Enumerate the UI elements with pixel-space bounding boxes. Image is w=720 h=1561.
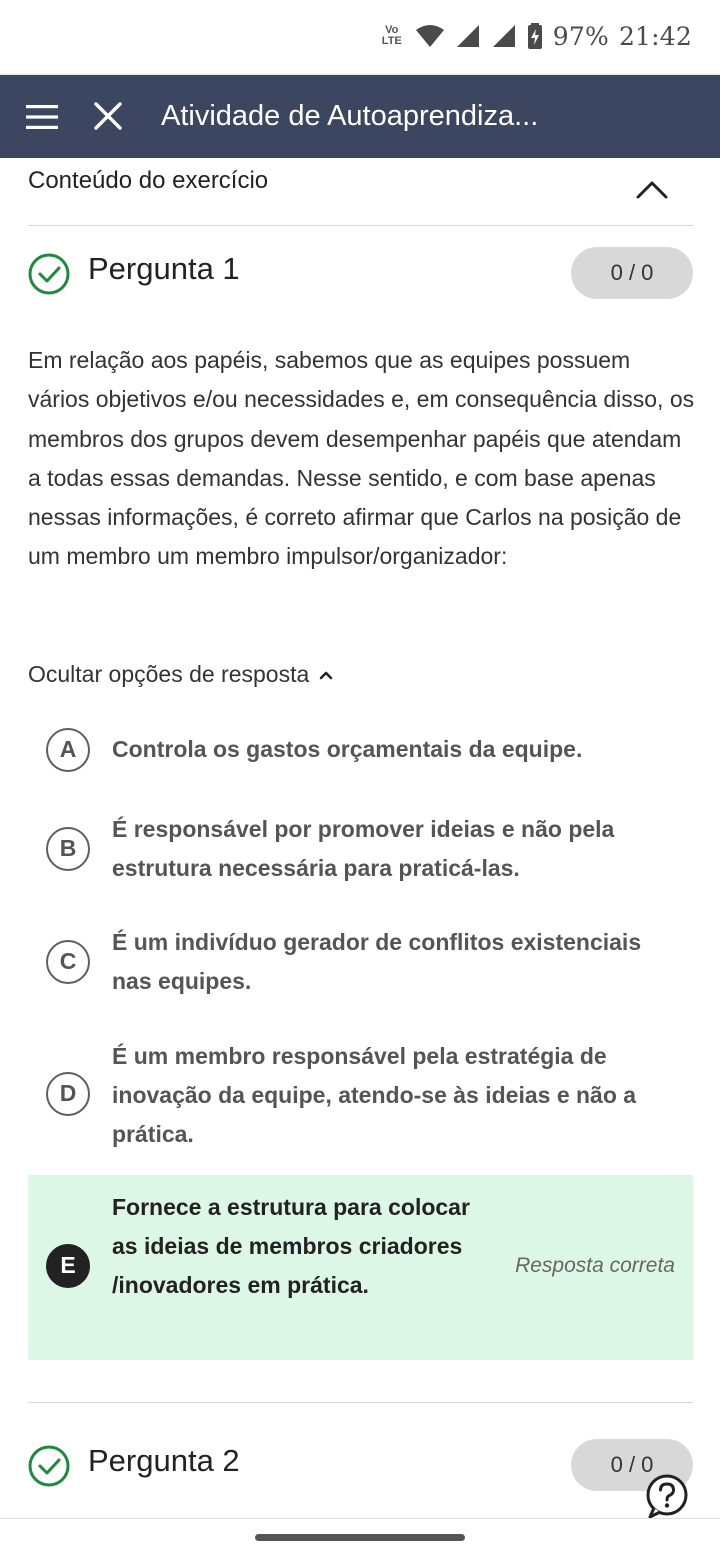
- chevron-up-icon[interactable]: [635, 178, 669, 200]
- clock: 21:42: [618, 21, 692, 51]
- status-bar: [0, 0, 720, 76]
- question-1-title: Pergunta 1: [88, 251, 240, 286]
- answer-option-d[interactable]: [28, 1035, 693, 1155]
- option-text-d: É um membro responsável pela estratégia de inovação da equipe, atendo-se às ideias e não a prática.: [112, 1043, 637, 1147]
- app-header: [0, 75, 720, 158]
- hide-options-toggle[interactable]: [28, 661, 333, 688]
- section-title: Conteúdo do exercício: [28, 167, 269, 194]
- option-letter-c: C: [46, 940, 90, 984]
- wifi-icon: [415, 24, 445, 48]
- question-2-score-badge: 0 / 0: [571, 1439, 693, 1491]
- volte-indicator: Vo LTE: [381, 24, 402, 47]
- option-letter-b: B: [46, 827, 90, 871]
- battery-percent: 97%: [552, 21, 609, 51]
- help-icon[interactable]: [644, 1474, 690, 1520]
- correct-answer-label: Resposta correta: [515, 1254, 675, 1277]
- option-letter-a: A: [46, 728, 90, 772]
- close-icon[interactable]: [92, 99, 124, 133]
- signal-icon: [455, 24, 481, 48]
- option-letter-d: D: [46, 1072, 90, 1116]
- menu-icon[interactable]: [26, 104, 58, 130]
- check-circle-icon: [28, 253, 70, 295]
- status-icons: [379, 18, 692, 54]
- option-text-c: É um indivíduo gerador de conflitos existenciais nas equipes.: [112, 929, 642, 994]
- system-nav-bar: [0, 1518, 720, 1561]
- answer-option-e[interactable]: [28, 1175, 693, 1360]
- question-1-score-badge: 0 / 0: [571, 247, 693, 299]
- question-1-text: Em relação aos papéis, sabemos que as equipes possuem vários objetivos e/ou necessidades e, em consequência disso, os membros dos grupos devem desempenhar papéis que atendam a todas essas demandas. Nesse sentido, e com base apenas nessas informações, é correto afirmar que Carlos na posição de um membro um membro impulsor/organizador:: [28, 347, 695, 570]
- option-text-a: Controla os gastos orçamentais da equipe.: [112, 736, 583, 762]
- answer-option-c[interactable]: [28, 921, 693, 1003]
- option-text-e: Fornece a estrutura para colocar as ideias de membros criadores /inovadores em prática.: [112, 1194, 470, 1298]
- check-circle-icon-2: [28, 1445, 70, 1487]
- question-2-header: [28, 1439, 693, 1491]
- question-divider: [28, 1402, 693, 1403]
- question-2-title: Pergunta 2: [88, 1443, 240, 1478]
- option-text-b: É responsável por promover ideias e não pela estrutura necessária para praticá-las.: [112, 816, 615, 881]
- page-title: Atividade de Autoaprendiza...: [161, 100, 539, 132]
- exercise-content-header[interactable]: [28, 158, 693, 226]
- home-indicator[interactable]: [255, 1534, 465, 1541]
- signal-icon-2: [491, 24, 517, 48]
- answer-option-a[interactable]: [28, 723, 693, 779]
- battery-icon: [527, 23, 543, 49]
- question-1-header: [28, 247, 693, 299]
- chevron-up-small-icon: [319, 670, 333, 680]
- option-letter-e: E: [46, 1244, 90, 1288]
- hide-options-label: Ocultar opções de resposta: [28, 661, 310, 687]
- answer-option-b[interactable]: [28, 808, 693, 890]
